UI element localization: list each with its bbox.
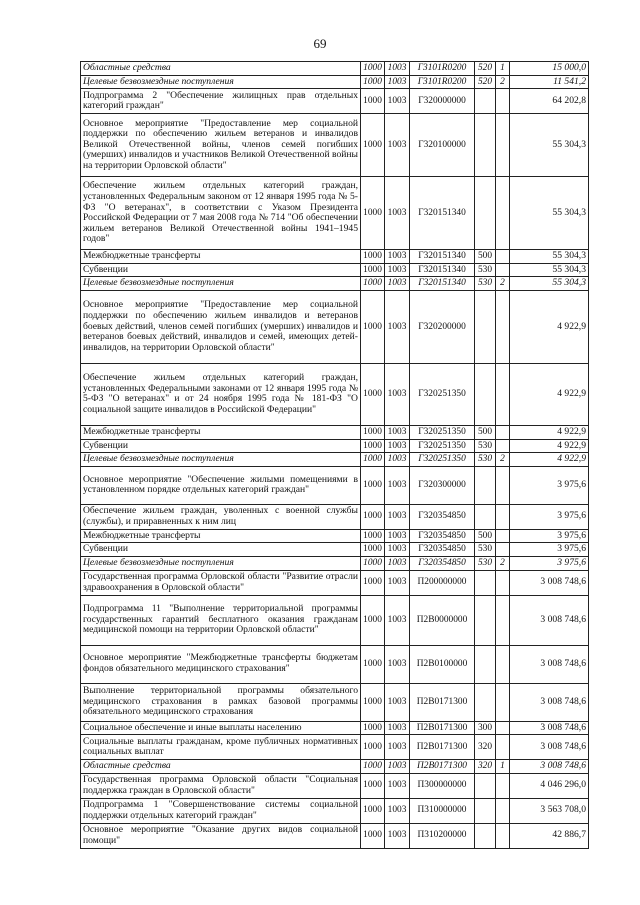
target-article-code: Г320151340 bbox=[410, 263, 475, 277]
section-code: 1000 bbox=[361, 823, 385, 848]
amount: 55 304,3 bbox=[510, 250, 589, 264]
expense-type-code: 320 bbox=[475, 760, 496, 774]
row-name: Целевые безвозмездные поступления bbox=[81, 556, 361, 570]
funding-source-code bbox=[496, 263, 510, 277]
target-article-code: Г320251350 bbox=[410, 439, 475, 453]
subsection-code: 1003 bbox=[385, 62, 410, 76]
row-name: Межбюджетные трансферты bbox=[81, 529, 361, 543]
amount: 15 000,0 bbox=[510, 62, 589, 76]
table-row bbox=[81, 114, 589, 177]
amount: 3 975,6 bbox=[510, 466, 589, 504]
table-row bbox=[81, 466, 589, 504]
target-article-code: П310000000 bbox=[410, 798, 475, 823]
subsection-code: 1003 bbox=[385, 114, 410, 177]
subsection-code: 1003 bbox=[385, 89, 410, 114]
amount: 3 008 748,6 bbox=[510, 683, 589, 721]
section-code: 1000 bbox=[361, 683, 385, 721]
funding-source-code bbox=[496, 683, 510, 721]
row-name: Областные средства bbox=[81, 62, 361, 76]
section-code: 1000 bbox=[361, 645, 385, 683]
target-article-code: Г320151340 bbox=[410, 277, 475, 291]
row-name: Основное мероприятие "Обеспечение жилыми помещениями в установленном порядке отдельных категорий граждан" bbox=[81, 466, 361, 504]
table-row bbox=[81, 683, 589, 721]
section-code: 1000 bbox=[361, 62, 385, 76]
target-article-code: Г320354850 bbox=[410, 529, 475, 543]
funding-source-code: 2 bbox=[496, 277, 510, 291]
subsection-code: 1003 bbox=[385, 798, 410, 823]
amount: 4 922,9 bbox=[510, 290, 589, 363]
target-article-code: Г3101R0200 bbox=[410, 62, 475, 76]
row-name: Государственная программа Орловской области "Социальная поддержка граждан в Орловской области" bbox=[81, 773, 361, 798]
expense-type-code: 300 bbox=[475, 721, 496, 735]
table-row bbox=[81, 735, 589, 760]
subsection-code: 1003 bbox=[385, 263, 410, 277]
expense-type-code: 530 bbox=[475, 556, 496, 570]
target-article-code: Г320354850 bbox=[410, 504, 475, 529]
expense-type-code: 320 bbox=[475, 735, 496, 760]
target-article-code: П2В0000000 bbox=[410, 595, 475, 645]
row-name: Социальные выплаты гражданам, кроме публичных нормативных социальных выплат bbox=[81, 735, 361, 760]
amount: 3 008 748,6 bbox=[510, 735, 589, 760]
expense-type-code bbox=[475, 823, 496, 848]
amount: 3 975,6 bbox=[510, 504, 589, 529]
section-code: 1000 bbox=[361, 277, 385, 291]
subsection-code: 1003 bbox=[385, 760, 410, 774]
expense-type-code: 530 bbox=[475, 439, 496, 453]
expense-type-code bbox=[475, 290, 496, 363]
table-row bbox=[81, 75, 589, 89]
table-row bbox=[81, 773, 589, 798]
table-row bbox=[81, 570, 589, 595]
subsection-code: 1003 bbox=[385, 75, 410, 89]
funding-source-code: 1 bbox=[496, 62, 510, 76]
target-article-code: П2В0171300 bbox=[410, 683, 475, 721]
amount: 42 886,7 bbox=[510, 823, 589, 848]
table-row bbox=[81, 439, 589, 453]
subsection-code: 1003 bbox=[385, 529, 410, 543]
target-article-code: П2В0171300 bbox=[410, 735, 475, 760]
row-name: Основное мероприятие "Предоставление мер социальной поддержки по обеспечению жильем инвалидов и ветеранов боевых действий, членов семей погибших (умерших) инвалидов и ветеранов боевых действий, инвалидов и семей, имеющих детей-инвалидов, на территории Орловской области" bbox=[81, 290, 361, 363]
row-name: Целевые безвозмездные поступления bbox=[81, 75, 361, 89]
amount: 55 304,3 bbox=[510, 277, 589, 291]
amount: 64 202,8 bbox=[510, 89, 589, 114]
table-row bbox=[81, 177, 589, 250]
section-code: 1000 bbox=[361, 114, 385, 177]
section-code: 1000 bbox=[361, 425, 385, 439]
subsection-code: 1003 bbox=[385, 363, 410, 425]
row-name: Основное мероприятие "Предоставление мер социальной поддержки по обеспечению жильем ветеранов и инвалидов Великой Отечественной войны, членов семей погибших (умерших) инвалидов и участников Великой Отечественной войны на территории Орловской области" bbox=[81, 114, 361, 177]
amount: 4 046 296,0 bbox=[510, 773, 589, 798]
table-row bbox=[81, 595, 589, 645]
subsection-code: 1003 bbox=[385, 556, 410, 570]
target-article-code: П2В0171300 bbox=[410, 760, 475, 774]
row-name: Субвенции bbox=[81, 439, 361, 453]
funding-source-code bbox=[496, 89, 510, 114]
row-name: Целевые безвозмездные поступления bbox=[81, 277, 361, 291]
amount: 55 304,3 bbox=[510, 177, 589, 250]
subsection-code: 1003 bbox=[385, 645, 410, 683]
subsection-code: 1003 bbox=[385, 466, 410, 504]
row-name: Межбюджетные трансферты bbox=[81, 250, 361, 264]
row-name: Подпрограмма 11 "Выполнение территориальной программы государственных гарантий бесплатного оказания гражданам медицинской помощи на территории Орловской области" bbox=[81, 595, 361, 645]
subsection-code: 1003 bbox=[385, 425, 410, 439]
section-code: 1000 bbox=[361, 595, 385, 645]
expense-type-code bbox=[475, 504, 496, 529]
row-name: Обеспечение жильем отдельных категорий граждан, установленных Федеральным законом от 12 января 1995 года № 5-ФЗ "О ветеранах", в соответствии с Указом Президента Российской Федерации от 7 мая 2008 года № 714 "Об обеспечении жильем ветеранов Великой Отечественной войны 1941–1945 годов" bbox=[81, 177, 361, 250]
target-article-code: Г320251350 bbox=[410, 453, 475, 467]
row-name: Государственная программа Орловской области "Развитие отрасли здравоохранения в Орловской области" bbox=[81, 570, 361, 595]
subsection-code: 1003 bbox=[385, 735, 410, 760]
table-row bbox=[81, 453, 589, 467]
target-article-code: Г320000000 bbox=[410, 89, 475, 114]
target-article-code: Г320151340 bbox=[410, 177, 475, 250]
amount: 3 008 748,6 bbox=[510, 760, 589, 774]
amount: 3 563 708,0 bbox=[510, 798, 589, 823]
amount: 3 975,6 bbox=[510, 556, 589, 570]
table-row bbox=[81, 250, 589, 264]
section-code: 1000 bbox=[361, 735, 385, 760]
subsection-code: 1003 bbox=[385, 439, 410, 453]
section-code: 1000 bbox=[361, 466, 385, 504]
expense-type-code: 530 bbox=[475, 453, 496, 467]
table-row bbox=[81, 363, 589, 425]
expense-type-code: 500 bbox=[475, 250, 496, 264]
amount: 3 008 748,6 bbox=[510, 721, 589, 735]
expense-type-code bbox=[475, 570, 496, 595]
target-article-code: Г320251350 bbox=[410, 425, 475, 439]
row-name: Областные средства bbox=[81, 760, 361, 774]
target-article-code: Г320300000 bbox=[410, 466, 475, 504]
funding-source-code: 1 bbox=[496, 760, 510, 774]
subsection-code: 1003 bbox=[385, 773, 410, 798]
target-article-code: П2В0100000 bbox=[410, 645, 475, 683]
target-article-code: П200000000 bbox=[410, 570, 475, 595]
funding-source-code bbox=[496, 645, 510, 683]
funding-source-code bbox=[496, 798, 510, 823]
funding-source-code bbox=[496, 543, 510, 557]
row-name: Целевые безвозмездные поступления bbox=[81, 453, 361, 467]
table-row bbox=[81, 721, 589, 735]
expense-type-code: 500 bbox=[475, 425, 496, 439]
subsection-code: 1003 bbox=[385, 453, 410, 467]
table-row bbox=[81, 89, 589, 114]
section-code: 1000 bbox=[361, 177, 385, 250]
expense-type-code: 530 bbox=[475, 543, 496, 557]
funding-source-code bbox=[496, 570, 510, 595]
target-article-code: Г320200000 bbox=[410, 290, 475, 363]
page-number: 69 bbox=[313, 36, 327, 51]
target-article-code: Г320251350 bbox=[410, 363, 475, 425]
target-article-code: Г320100000 bbox=[410, 114, 475, 177]
expense-type-code: 530 bbox=[475, 263, 496, 277]
amount: 3 975,6 bbox=[510, 529, 589, 543]
expense-type-code bbox=[475, 466, 496, 504]
funding-source-code bbox=[496, 773, 510, 798]
subsection-code: 1003 bbox=[385, 277, 410, 291]
section-code: 1000 bbox=[361, 760, 385, 774]
expense-type-code: 500 bbox=[475, 529, 496, 543]
row-name: Межбюджетные трансферты bbox=[81, 425, 361, 439]
target-article-code: П2В0171300 bbox=[410, 721, 475, 735]
funding-source-code bbox=[496, 425, 510, 439]
section-code: 1000 bbox=[361, 556, 385, 570]
expense-type-code: 520 bbox=[475, 75, 496, 89]
funding-source-code bbox=[496, 595, 510, 645]
table-row bbox=[81, 277, 589, 291]
amount: 3 008 748,6 bbox=[510, 570, 589, 595]
funding-source-code bbox=[496, 114, 510, 177]
row-name: Основное мероприятие "Межбюджетные трансферты бюджетам фондов обязательного медицинского страхования" bbox=[81, 645, 361, 683]
table-row bbox=[81, 798, 589, 823]
section-code: 1000 bbox=[361, 290, 385, 363]
table-row bbox=[81, 556, 589, 570]
budget-table bbox=[80, 61, 589, 849]
row-name: Обеспечение жильем граждан, уволенных с военной службы (службы), и приравненных к ним лиц bbox=[81, 504, 361, 529]
expense-type-code: 530 bbox=[475, 277, 496, 291]
target-article-code: П310200000 bbox=[410, 823, 475, 848]
section-code: 1000 bbox=[361, 453, 385, 467]
section-code: 1000 bbox=[361, 773, 385, 798]
row-name: Обеспечение жильем отдельных категорий граждан, установленных Федеральными законами от 12 января 1995 года № 5-ФЗ "О ветеранах" и от 24 ноября 1995 года № 181-ФЗ "О социальной защите инвалидов в Российской Федерации" bbox=[81, 363, 361, 425]
table-row bbox=[81, 62, 589, 76]
funding-source-code: 2 bbox=[496, 453, 510, 467]
section-code: 1000 bbox=[361, 263, 385, 277]
row-name: Основное мероприятие "Оказание других видов социальной помощи" bbox=[81, 823, 361, 848]
amount: 3 008 748,6 bbox=[510, 595, 589, 645]
funding-source-code: 2 bbox=[496, 556, 510, 570]
row-name: Субвенции bbox=[81, 543, 361, 557]
section-code: 1000 bbox=[361, 570, 385, 595]
section-code: 1000 bbox=[361, 721, 385, 735]
funding-source-code bbox=[496, 504, 510, 529]
amount: 4 922,9 bbox=[510, 453, 589, 467]
target-article-code: Г320354850 bbox=[410, 543, 475, 557]
funding-source-code bbox=[496, 529, 510, 543]
subsection-code: 1003 bbox=[385, 290, 410, 363]
subsection-code: 1003 bbox=[385, 721, 410, 735]
funding-source-code bbox=[496, 721, 510, 735]
section-code: 1000 bbox=[361, 543, 385, 557]
table-row bbox=[81, 529, 589, 543]
expense-type-code bbox=[475, 89, 496, 114]
table-row bbox=[81, 425, 589, 439]
subsection-code: 1003 bbox=[385, 543, 410, 557]
expense-type-code: 520 bbox=[475, 62, 496, 76]
table-row bbox=[81, 290, 589, 363]
target-article-code: П300000000 bbox=[410, 773, 475, 798]
section-code: 1000 bbox=[361, 529, 385, 543]
funding-source-code bbox=[496, 735, 510, 760]
subsection-code: 1003 bbox=[385, 250, 410, 264]
table-row bbox=[81, 504, 589, 529]
table-row bbox=[81, 543, 589, 557]
funding-source-code bbox=[496, 439, 510, 453]
expense-type-code bbox=[475, 773, 496, 798]
expense-type-code bbox=[475, 595, 496, 645]
row-name: Подпрограмма 2 "Обеспечение жилищных прав отдельных категорий граждан" bbox=[81, 89, 361, 114]
amount: 4 922,9 bbox=[510, 439, 589, 453]
row-name: Подпрограмма 1 "Совершенствование системы социальной поддержки отдельных категорий граждан" bbox=[81, 798, 361, 823]
amount: 55 304,3 bbox=[510, 114, 589, 177]
funding-source-code bbox=[496, 250, 510, 264]
section-code: 1000 bbox=[361, 439, 385, 453]
funding-source-code bbox=[496, 466, 510, 504]
expense-type-code bbox=[475, 114, 496, 177]
expense-type-code bbox=[475, 177, 496, 250]
funding-source-code bbox=[496, 290, 510, 363]
amount: 4 922,9 bbox=[510, 425, 589, 439]
funding-source-code bbox=[496, 823, 510, 848]
expense-type-code bbox=[475, 645, 496, 683]
subsection-code: 1003 bbox=[385, 683, 410, 721]
funding-source-code bbox=[496, 363, 510, 425]
target-article-code: Г320354850 bbox=[410, 556, 475, 570]
subsection-code: 1003 bbox=[385, 823, 410, 848]
expense-type-code bbox=[475, 798, 496, 823]
table-row bbox=[81, 263, 589, 277]
section-code: 1000 bbox=[361, 798, 385, 823]
budget-table-body bbox=[81, 62, 589, 849]
target-article-code: Г3101R0200 bbox=[410, 75, 475, 89]
row-name: Субвенции bbox=[81, 263, 361, 277]
table-row bbox=[81, 760, 589, 774]
target-article-code: Г320151340 bbox=[410, 250, 475, 264]
section-code: 1000 bbox=[361, 504, 385, 529]
amount: 55 304,3 bbox=[510, 263, 589, 277]
section-code: 1000 bbox=[361, 75, 385, 89]
subsection-code: 1003 bbox=[385, 595, 410, 645]
section-code: 1000 bbox=[361, 250, 385, 264]
amount: 4 922,9 bbox=[510, 363, 589, 425]
subsection-code: 1003 bbox=[385, 504, 410, 529]
funding-source-code: 2 bbox=[496, 75, 510, 89]
table-row bbox=[81, 823, 589, 848]
section-code: 1000 bbox=[361, 363, 385, 425]
table-row bbox=[81, 645, 589, 683]
amount: 11 541,2 bbox=[510, 75, 589, 89]
funding-source-code bbox=[496, 177, 510, 250]
amount: 3 008 748,6 bbox=[510, 645, 589, 683]
section-code: 1000 bbox=[361, 89, 385, 114]
expense-type-code bbox=[475, 363, 496, 425]
subsection-code: 1003 bbox=[385, 177, 410, 250]
expense-type-code bbox=[475, 683, 496, 721]
row-name: Социальное обеспечение и иные выплаты населению bbox=[81, 721, 361, 735]
amount: 3 975,6 bbox=[510, 543, 589, 557]
subsection-code: 1003 bbox=[385, 570, 410, 595]
row-name: Выполнение территориальной программы обязательного медицинского страхования в рамках базовой программы обязательного медицинского страхования bbox=[81, 683, 361, 721]
